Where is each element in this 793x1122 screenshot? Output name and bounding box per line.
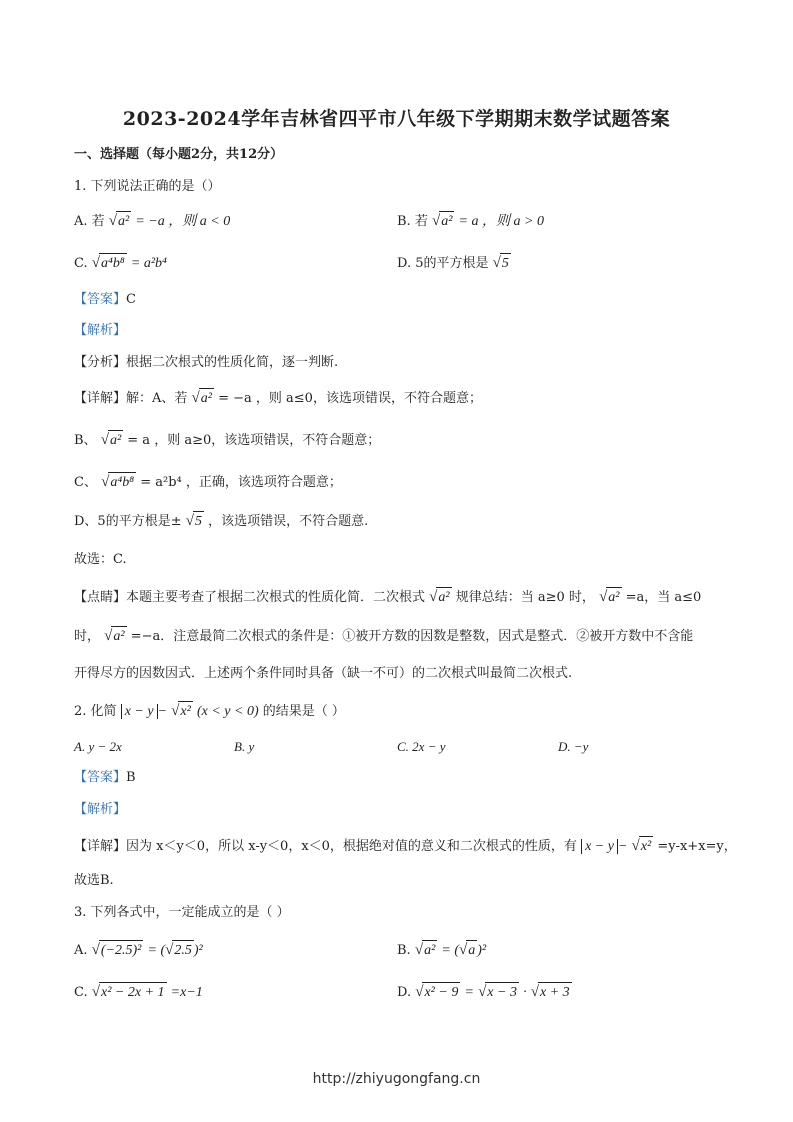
option-operator: · bbox=[523, 985, 527, 1000]
stem-condition: (x < y < 0) bbox=[196, 704, 259, 719]
question-1-detail-d bbox=[74, 511, 368, 532]
question-3-option-c bbox=[74, 982, 203, 1003]
stem-text: 2. 化简 bbox=[74, 704, 117, 719]
question-2-analysis-tag: 【解析】 bbox=[74, 802, 127, 817]
option-label: D. 5的平方根是 bbox=[397, 256, 489, 271]
question-1-detail-c bbox=[74, 472, 342, 493]
question-1-analysis-tag: 【解析】 bbox=[74, 323, 127, 338]
radical: √a bbox=[459, 943, 477, 958]
detail-text: B、 bbox=[74, 433, 97, 448]
question-3-option-a bbox=[74, 940, 203, 961]
absolute-value: x − y bbox=[581, 839, 618, 854]
radical: √a⁴b⁸ bbox=[92, 256, 127, 271]
question-3-option-b bbox=[397, 940, 486, 961]
radical: √x² − 9 bbox=[415, 985, 460, 1000]
option-label: B. 若 bbox=[397, 214, 428, 229]
question-3-option-d bbox=[397, 982, 572, 1003]
footer-url[interactable]: http://zhiyugongfang.cn bbox=[312, 1071, 481, 1087]
radical: √a² bbox=[104, 629, 126, 644]
option-operator: )² bbox=[193, 943, 203, 958]
radical: √a² bbox=[192, 391, 214, 406]
dianjing-text: 【点睛】本题主要考查了根据二次根式的性质化简．二次根式 bbox=[74, 590, 426, 605]
question-1-choose: 故选：C. bbox=[74, 552, 127, 567]
option-label: A. 若 bbox=[74, 214, 105, 229]
radical: √a² bbox=[432, 214, 454, 229]
radical: √x² bbox=[171, 704, 193, 719]
option-operator: = ( bbox=[441, 943, 460, 958]
radical: √a² bbox=[109, 214, 131, 229]
question-2-stem bbox=[74, 701, 345, 722]
option-label: D. bbox=[397, 985, 412, 1000]
dianjing-text: =a，当 a≤0 bbox=[625, 590, 702, 605]
question-1-detail-a bbox=[74, 388, 482, 409]
detail-text: 【详解】解：A、若 bbox=[74, 391, 188, 406]
stem-text: 的结果是（ ） bbox=[262, 704, 345, 719]
section-heading: 一、选择题（每小题2分，共12分） bbox=[74, 147, 284, 162]
question-1-dianjing-line1 bbox=[74, 587, 701, 608]
question-1-stem: 1. 下列说法正确的是（） bbox=[74, 179, 221, 194]
detail-text: 【详解】因为 x＜y＜0，所以 x-y＜0，x＜0，根据绝对值的意义和二次根式的性质，有 bbox=[74, 839, 577, 854]
option-text: = a²b⁴ bbox=[130, 256, 167, 271]
question-2-detail bbox=[74, 836, 737, 857]
answer-value: C bbox=[126, 292, 136, 307]
radical: √a⁴b⁸ bbox=[101, 475, 136, 490]
option-label: C. bbox=[74, 256, 88, 271]
radical: √5 bbox=[493, 256, 511, 271]
question-2-option-d: D. −y bbox=[558, 739, 589, 754]
radical: √a² bbox=[429, 590, 451, 605]
option-operator: )² bbox=[477, 943, 487, 958]
question-1-dianjing-line2 bbox=[74, 626, 693, 647]
radical: √x − 3 bbox=[478, 985, 519, 1000]
question-1-dianjing-line3: 开得尽方的因数因式．上述两个条件同时具备（缺一不可）的二次根式叫最简二次根式. bbox=[74, 666, 573, 681]
radical: √x + 3 bbox=[531, 985, 572, 1000]
radical: √x² bbox=[632, 839, 654, 854]
question-3-stem: 3. 下列各式中，一定能成立的是（ ） bbox=[74, 905, 290, 920]
question-1-option-c bbox=[74, 253, 167, 274]
absolute-value: x − y bbox=[121, 704, 158, 719]
question-1-fenxi: 【分析】根据二次根式的性质化简，逐一判断. bbox=[74, 355, 339, 370]
option-label: C. bbox=[74, 985, 88, 1000]
question-1-option-b bbox=[397, 211, 544, 232]
detail-text: =y-x+x=y， bbox=[657, 839, 737, 854]
radical: √a² bbox=[415, 943, 437, 958]
option-text: = a ，则 a > 0 bbox=[458, 214, 544, 229]
answer-tag: 【答案】 bbox=[74, 770, 127, 785]
question-2-answer bbox=[74, 768, 136, 788]
question-1-detail-b bbox=[74, 430, 380, 451]
question-2-option-b: B. y bbox=[234, 739, 255, 754]
question-1-answer bbox=[74, 290, 136, 310]
radical: √a² bbox=[599, 590, 621, 605]
stem-operator: − bbox=[157, 704, 168, 719]
detail-operator: − bbox=[617, 839, 628, 854]
document-title: 2023-2024学年吉林省四平市八年级下学期期末数学试题答案 bbox=[122, 108, 671, 130]
question-2-option-a: A. y − 2x bbox=[74, 739, 122, 754]
answer-tag: 【答案】 bbox=[74, 292, 127, 307]
dianjing-text: =−a．注意最简二次根式的条件是：①被开方数的因数是整数，因式是整式．②被开方数中不含能 bbox=[130, 629, 694, 644]
question-1-option-d bbox=[397, 253, 511, 274]
option-operator: = bbox=[464, 985, 474, 1000]
detail-text: ，该选项错误，不符合题意. bbox=[208, 514, 369, 529]
question-1-option-a bbox=[74, 211, 230, 232]
option-operator: =x−1 bbox=[170, 985, 203, 1000]
option-operator: = ( bbox=[147, 943, 166, 958]
dianjing-text: 规律总结：当 a≥0 时， bbox=[455, 590, 595, 605]
answer-value: B bbox=[126, 770, 136, 785]
question-2-choose: 故选B. bbox=[74, 873, 114, 888]
radical: √x² − 2x + 1 bbox=[92, 985, 167, 1000]
option-label: B. bbox=[397, 943, 411, 958]
detail-text: = a ，则 a≥0，该选项错误，不符合题意； bbox=[127, 433, 381, 448]
radical: √5 bbox=[186, 514, 204, 529]
option-text: = −a ，则 a < 0 bbox=[135, 214, 231, 229]
radical: √a² bbox=[101, 433, 123, 448]
question-2-option-c: C. 2x − y bbox=[397, 739, 446, 754]
detail-text: = a²b⁴ ，正确，该选项符合题意； bbox=[140, 475, 342, 490]
dianjing-text: 时， bbox=[74, 629, 101, 644]
detail-text: = −a ，则 a≤0，该选项错误，不符合题意； bbox=[218, 391, 482, 406]
radical: √(−2.5)² bbox=[92, 943, 144, 958]
radical: √2.5 bbox=[165, 943, 194, 958]
detail-text: C、 bbox=[74, 475, 97, 490]
option-label: A. bbox=[74, 943, 88, 958]
detail-text: D、5的平方根是± bbox=[74, 514, 182, 529]
